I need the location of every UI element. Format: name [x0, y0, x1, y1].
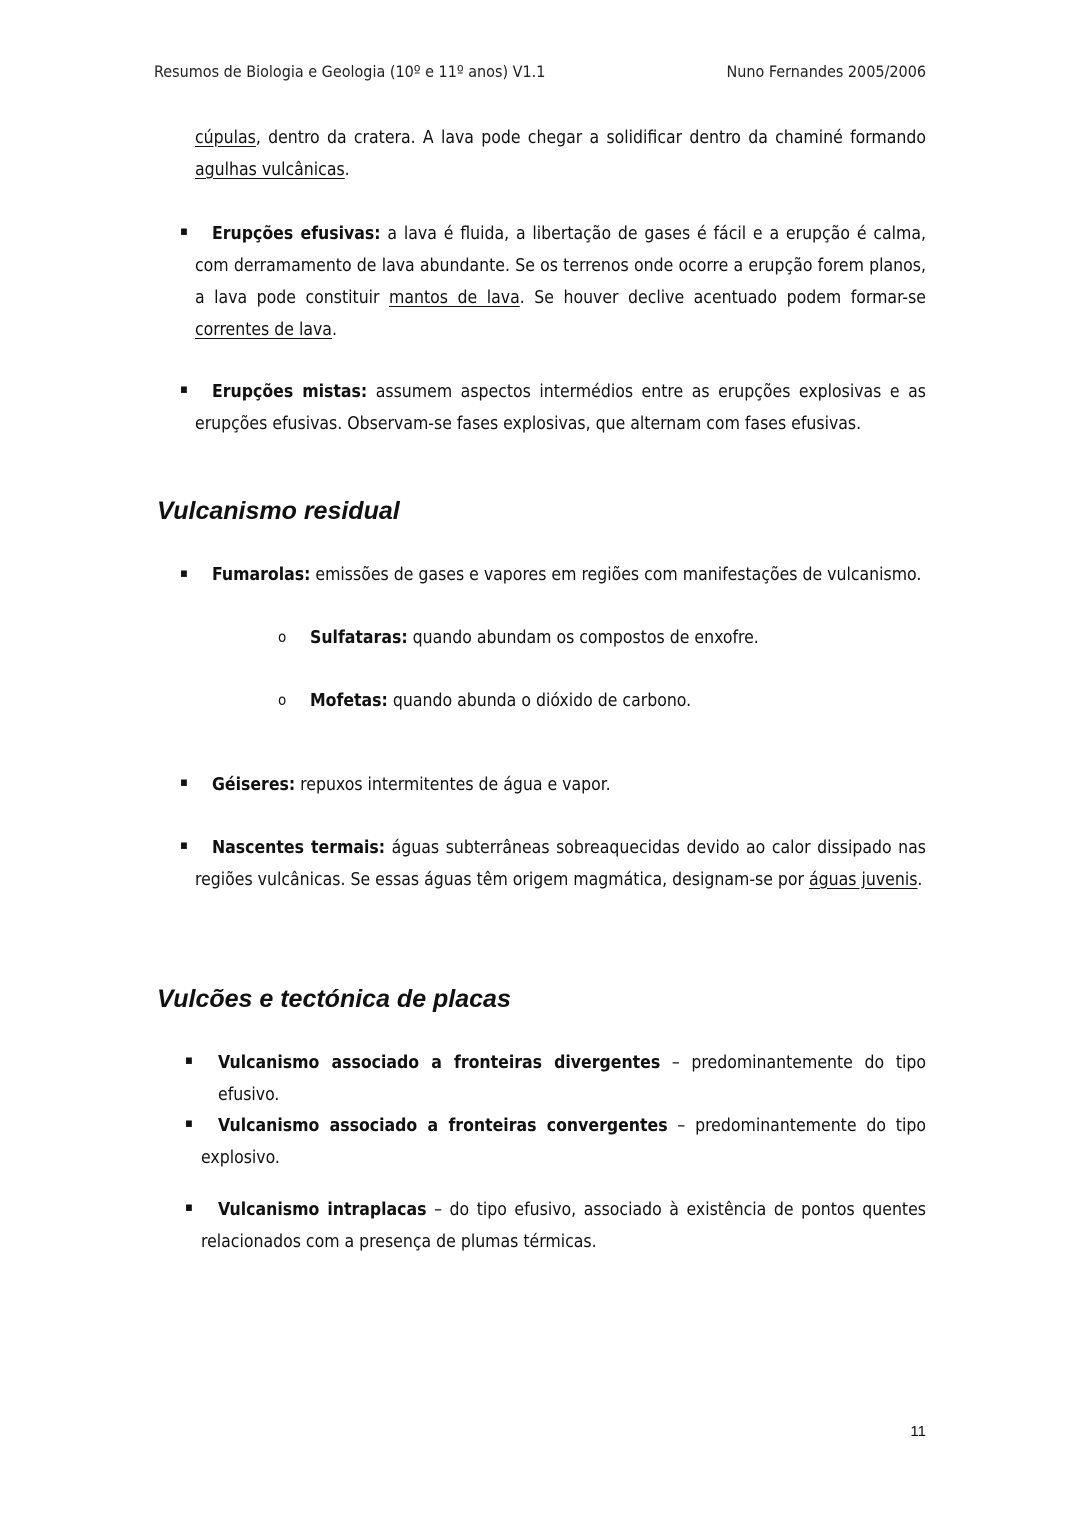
list-item-efusivas [195, 218, 926, 346]
list-item-mistas [195, 376, 926, 440]
section-title-tectonica: Vulcões e tectónica de placas [157, 985, 511, 1013]
text: – predominantemente do tipo explosivo. [201, 1116, 926, 1168]
term-correntes: correntes de lava [195, 320, 332, 340]
square-bullet-icon: ▪ [180, 224, 188, 239]
list-item-fumarolas [212, 559, 932, 591]
term: Vulcanismo intraplacas [218, 1200, 427, 1220]
running-header-title: Resumos de Biologia e Geologia (10º e 11º anos) V1.1 [154, 62, 546, 81]
term: Vulcanismo associado a fronteiras divergentes [218, 1053, 661, 1073]
text: quando abunda o dióxido de carbono. [387, 691, 692, 711]
circle-bullet-icon: o [278, 691, 287, 709]
list-item-intraplacas [201, 1194, 926, 1258]
square-bullet-icon: ▪ [180, 775, 188, 790]
circle-bullet-icon: o [278, 628, 287, 646]
square-bullet-icon: ▪ [180, 566, 188, 581]
term: Fumarolas: [212, 565, 311, 585]
term-agulhas: agulhas vulcânicas [195, 160, 345, 180]
term-aguas-juvenis: águas juvenis [809, 870, 918, 890]
square-bullet-icon: ▪ [185, 1053, 193, 1068]
intro-paragraph [195, 122, 926, 186]
term-cupulas: cúpulas [195, 128, 256, 148]
term-mantos: mantos de lava [389, 288, 520, 308]
list-item-convergentes [201, 1110, 926, 1174]
term: Géiseres: [212, 775, 296, 795]
text: . Se houver declive acentuado podem formar-se [519, 288, 926, 308]
running-header-author: Nuno Fernandes 2005/2006 [726, 62, 926, 81]
term: Vulcanismo associado a fronteiras convergentes [218, 1116, 668, 1136]
page-number: 11 [910, 1423, 926, 1440]
term: Mofetas: [310, 691, 388, 711]
list-item-nascentes [195, 832, 926, 896]
text: . [344, 160, 350, 180]
square-bullet-icon: ▪ [185, 1200, 193, 1215]
text: – predominantemente do tipo efusivo. [218, 1053, 926, 1105]
term: Sulfataras: [310, 628, 408, 648]
square-bullet-icon: ▪ [180, 382, 188, 397]
text: . [331, 320, 337, 340]
text: quando abundam os compostos de enxofre. [407, 628, 759, 648]
text: . [917, 870, 923, 890]
list-item-mofetas [310, 685, 930, 717]
text: emissões de gases e vapores em regiões com manifestações de vulcanismo. [310, 565, 922, 585]
text: assumem aspectos intermédios entre as erupções explosivas e as erupções efusivas. Observam-se fases explosivas, que alternam com fases efusivas. [195, 382, 926, 434]
term: Nascentes termais: [212, 838, 386, 858]
square-bullet-icon: ▪ [185, 1116, 193, 1131]
text: águas subterrâneas sobreaquecidas devido ao calor dissipado nas regiões vulcânicas. Se essas águas têm origem magmática, designam-se por [195, 838, 926, 890]
term: Erupções mistas: [212, 382, 368, 402]
square-bullet-icon: ▪ [180, 838, 188, 853]
list-item-sulfataras [310, 622, 930, 654]
text: a lava é fluida, a libertação de gases é fácil e a erupção é calma, com derramamento de lava abundante. Se os terrenos onde ocorre a erupção forem planos, a lava pode constituir [195, 224, 926, 308]
section-title-residual: Vulcanismo residual [157, 497, 400, 525]
text: repuxos intermitentes de água e vapor. [295, 775, 611, 795]
text: – do tipo efusivo, associado à existência de pontos quentes relacionados com a presença de plumas térmicas. [201, 1200, 926, 1252]
term: Erupções efusivas: [212, 224, 381, 244]
list-item-geiseres [212, 769, 926, 801]
list-item-divergentes [218, 1047, 926, 1111]
text: , dentro da cratera. A lava pode chegar a solidificar dentro da chaminé formando [255, 128, 926, 148]
